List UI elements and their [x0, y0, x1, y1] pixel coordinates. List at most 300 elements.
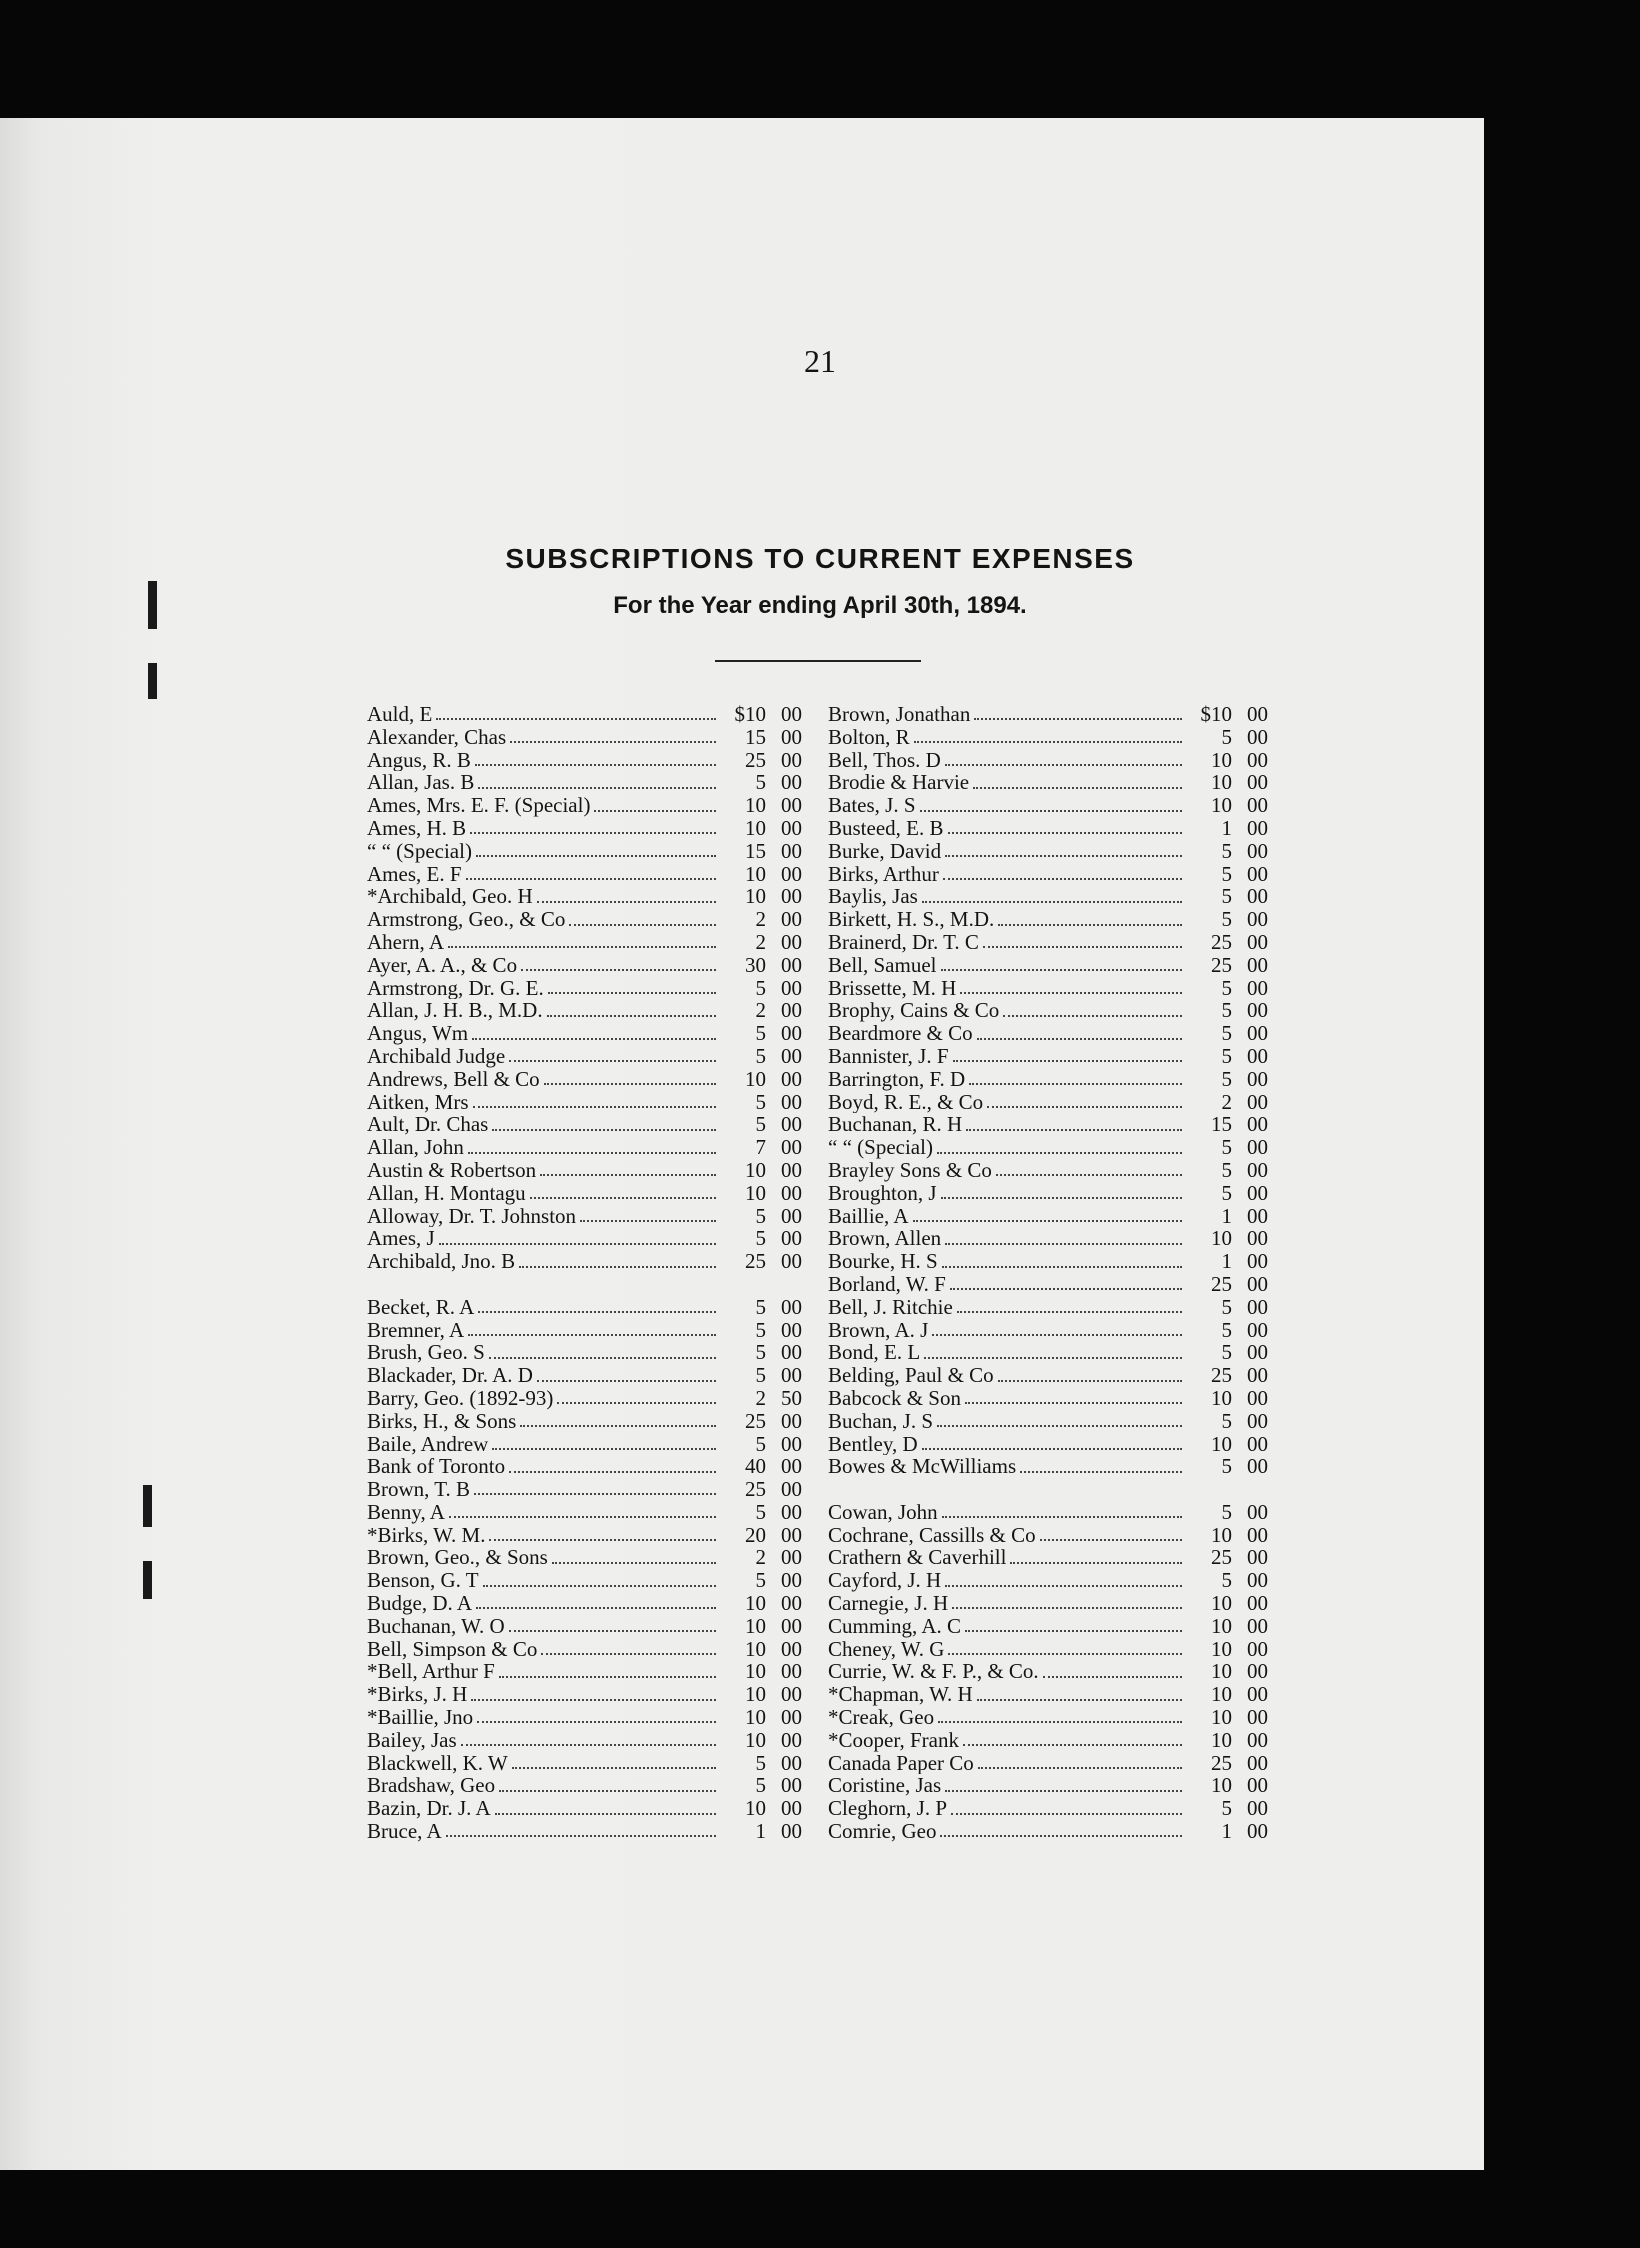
subscriber-name: *Birks, J. H [367, 1683, 468, 1707]
subscriber-name: *Baillie, Jno [367, 1706, 474, 1729]
subscription-amount [720, 840, 802, 863]
subscription-row [828, 1227, 1268, 1250]
subscription-row [828, 1205, 1268, 1228]
amount-cents: 00 [1247, 1706, 1268, 1729]
subscription-amount [720, 749, 802, 772]
subscriber-name: Broughton, J [828, 1181, 937, 1205]
leader-dots [580, 1220, 716, 1222]
amount-cents: 00 [781, 816, 802, 840]
amount-dollars: 5 [1221, 999, 1232, 1023]
amount-dollars: 5 [755, 1774, 766, 1798]
page-title: SUBSCRIPTIONS TO CURRENT EXPENSES [505, 543, 1135, 574]
subscription-row [828, 1592, 1268, 1615]
subscription-row [828, 1068, 1268, 1091]
subscription-row [367, 1478, 802, 1501]
subscriber-name: Bailey, Jas [367, 1728, 457, 1752]
amount-dollars: 5 [1221, 1181, 1232, 1205]
amount-dollars: 10 [1211, 1660, 1232, 1684]
subscriber-name: Barrington, F. D [828, 1067, 966, 1091]
amount-dollars: 5 [755, 1341, 766, 1365]
subscription-row [367, 1638, 802, 1661]
leader-dots [474, 1493, 716, 1495]
leader-dots [977, 1038, 1182, 1040]
subscription-row [367, 1592, 802, 1615]
leader-dots [541, 1653, 716, 1655]
binding-mark [148, 581, 157, 629]
amount-cents: 00 [1247, 1637, 1268, 1661]
amount-dollars: 10 [1211, 1614, 1232, 1638]
amount-cents: 00 [781, 1637, 802, 1661]
subscriptions-right-column [828, 703, 1268, 1843]
amount-cents: 00 [781, 1136, 802, 1159]
amount-cents: 00 [1247, 1569, 1268, 1593]
amount-cents: 00 [781, 771, 802, 795]
amount-dollars: 10 [1211, 794, 1232, 817]
amount-cents: 00 [781, 1614, 802, 1638]
subscription-amount [1186, 1205, 1268, 1228]
subscription-row [828, 1341, 1268, 1364]
amount-dollars: 2 [755, 930, 766, 954]
subscription-row [828, 1250, 1268, 1273]
subscriber-name: Brown, A. J [828, 1318, 929, 1342]
subscriber-name: Birks, H., & Sons [367, 1409, 517, 1433]
subscriber-name: Babcock & Son [828, 1386, 961, 1410]
subscription-amount [720, 1820, 802, 1843]
amount-cents: 00 [781, 703, 802, 726]
leader-dots [998, 1380, 1182, 1382]
subscription-row [367, 1615, 802, 1638]
subscriber-name: Baillie, A [828, 1204, 909, 1228]
leader-dots [951, 1813, 1182, 1815]
subscriber-name: Bolton, R [828, 725, 910, 749]
amount-dollars: 2 [1221, 1090, 1232, 1114]
subscription-row [367, 1113, 802, 1136]
amount-cents: 00 [1247, 1204, 1268, 1228]
amount-cents: 00 [1247, 1432, 1268, 1456]
subscription-amount [720, 1797, 802, 1820]
subscription-amount [1186, 1569, 1268, 1592]
amount-dollars: 10 [745, 794, 766, 817]
leader-dots [1040, 1539, 1182, 1541]
amount-cents: 00 [1247, 885, 1268, 909]
amount-dollars: 1 [1221, 1250, 1232, 1273]
amount-cents: 00 [781, 1728, 802, 1752]
leader-dots [476, 855, 716, 857]
amount-cents: 00 [1247, 1728, 1268, 1752]
subscription-amount [1186, 885, 1268, 908]
subscription-row [367, 840, 802, 863]
amount-dollars: 5 [755, 1295, 766, 1319]
subscription-row [828, 1797, 1268, 1820]
amount-cents: 00 [781, 1158, 802, 1182]
amount-cents: 00 [781, 1751, 802, 1775]
subscription-row [828, 1638, 1268, 1661]
subscription-amount [1186, 1820, 1268, 1843]
leader-dots [509, 1060, 716, 1062]
subscriber-name: Borland, W. F [828, 1272, 946, 1296]
binding-mark [143, 1561, 152, 1599]
leader-dots [941, 969, 1183, 971]
amount-dollars: 5 [1221, 908, 1232, 931]
subscription-row [367, 1752, 802, 1775]
subscriber-name: Angus, R. B [367, 748, 471, 772]
subscription-row [828, 1455, 1268, 1478]
leader-dots [520, 1425, 716, 1427]
leader-dots [439, 1243, 716, 1245]
amount-cents: 00 [1247, 953, 1268, 977]
subscriber-name: Beardmore & Co [828, 1022, 973, 1045]
subscription-row [828, 1319, 1268, 1342]
amount-cents: 00 [1247, 1523, 1268, 1547]
leader-dots [957, 1311, 1182, 1313]
subscriber-name: Bazin, Dr. J. A [367, 1797, 491, 1821]
subscription-amount [720, 1205, 802, 1228]
subscriber-name: Ayer, A. A., & Co [367, 953, 518, 977]
subscriber-name: Brown, Geo., & Sons [367, 1546, 548, 1570]
subscription-row [367, 817, 802, 840]
leader-dots [492, 1448, 716, 1450]
subscription-row [828, 1022, 1268, 1045]
amount-cents: 00 [1247, 976, 1268, 1000]
subscription-amount [1186, 1091, 1268, 1114]
subscription-amount [720, 1250, 802, 1273]
leader-dots [448, 946, 716, 948]
subscriber-name: Bank of Toronto [367, 1455, 506, 1479]
amount-dollars: 5 [1221, 839, 1232, 863]
leader-dots [1043, 1676, 1182, 1678]
subscription-row [367, 1227, 802, 1250]
subscription-row [828, 794, 1268, 817]
subscriber-name: Armstrong, Dr. G. E. [367, 976, 544, 1000]
subscription-row [367, 931, 802, 954]
leader-dots [963, 1744, 1182, 1746]
amount-dollars: 5 [1221, 1409, 1232, 1433]
amount-dollars: 25 [745, 1250, 766, 1273]
subscriber-name: Crathern & Caverhill [828, 1546, 1007, 1570]
amount-dollars: 25 [1211, 1364, 1232, 1387]
subscription-row [828, 1524, 1268, 1547]
subscriber-name: Baylis, Jas [828, 885, 918, 909]
leader-dots [1010, 1562, 1182, 1564]
amount-dollars: 25 [1211, 1272, 1232, 1296]
subscription-amount [720, 1364, 802, 1387]
subscription-row [828, 1615, 1268, 1638]
amount-cents: 00 [1247, 1227, 1268, 1251]
subscriber-name: Cochrane, Cassills & Co [828, 1523, 1036, 1547]
subscription-row [828, 1273, 1268, 1296]
subscription-amount [720, 1660, 802, 1683]
amount-cents: 00 [1247, 1409, 1268, 1433]
subscriber-name: Belding, Paul & Co [828, 1364, 994, 1387]
amount-cents: 00 [1247, 1067, 1268, 1091]
amount-dollars: 7 [755, 1136, 766, 1159]
amount-dollars: 10 [745, 1728, 766, 1752]
subscription-amount [1186, 1546, 1268, 1569]
subscription-row [367, 1250, 802, 1273]
subscription-amount [720, 794, 802, 817]
subscription-row [828, 999, 1268, 1022]
amount-dollars: 10 [745, 1067, 766, 1091]
amount-dollars: 10 [1211, 1523, 1232, 1547]
amount-cents: 00 [1247, 1546, 1268, 1570]
amount-dollars: 5 [755, 1113, 766, 1137]
amount-cents: 00 [1247, 1158, 1268, 1182]
leader-dots [953, 1060, 1183, 1062]
subscription-amount [720, 1524, 802, 1547]
subscription-amount [720, 703, 802, 726]
leader-dots [974, 718, 1182, 720]
amount-dollars: 5 [1221, 1136, 1232, 1159]
subscriber-name: Birkett, H. S., M.D. [828, 908, 995, 931]
amount-cents: 00 [781, 1318, 802, 1342]
amount-dollars: 30 [745, 953, 766, 977]
section-gap [828, 1478, 1268, 1501]
amount-dollars: 5 [1221, 725, 1232, 749]
subscriber-name: Bell, Thos. D [828, 748, 941, 772]
leader-dots [937, 1152, 1182, 1154]
subscription-row [828, 1546, 1268, 1569]
leader-dots [965, 1402, 1182, 1404]
amount-cents: 00 [781, 1364, 802, 1387]
amount-dollars: 5 [755, 1204, 766, 1228]
subscription-row [828, 1706, 1268, 1729]
subscription-amount [1186, 1182, 1268, 1205]
amount-cents: 00 [1247, 930, 1268, 954]
amount-dollars: 10 [1211, 771, 1232, 795]
amount-cents: 00 [781, 1204, 802, 1228]
amount-cents: 00 [1247, 1592, 1268, 1615]
leader-dots [475, 764, 716, 766]
subscription-row [367, 1546, 802, 1569]
leader-dots [913, 1220, 1183, 1222]
subscription-amount [1186, 1797, 1268, 1820]
amount-dollars: 5 [755, 1751, 766, 1775]
amount-cents: 00 [781, 1660, 802, 1684]
subscription-row [367, 1364, 802, 1387]
subscription-amount [720, 863, 802, 886]
subscription-amount [720, 1592, 802, 1615]
subscription-amount [1186, 1273, 1268, 1296]
leader-dots [476, 1607, 716, 1609]
leader-dots [468, 1152, 716, 1154]
subscription-row [828, 1136, 1268, 1159]
amount-cents: 00 [781, 1569, 802, 1593]
amount-dollars: 1 [1221, 816, 1232, 840]
amount-cents: 00 [781, 862, 802, 886]
subscription-amount [1186, 1045, 1268, 1068]
leader-dots [478, 1311, 716, 1313]
subscriber-name: *Chapman, W. H [828, 1683, 973, 1707]
subscriber-name: Benson, G. T [367, 1569, 479, 1593]
subscription-row [828, 1364, 1268, 1387]
subscription-amount [1186, 1752, 1268, 1775]
subscription-amount [720, 977, 802, 1000]
subscriber-name: Buchanan, W. O [367, 1614, 505, 1638]
subscriber-name: Carnegie, J. H [828, 1592, 949, 1615]
subscription-row [367, 1683, 802, 1706]
subscription-row [367, 749, 802, 772]
amount-cents: 00 [781, 1592, 802, 1615]
subscription-amount [720, 1091, 802, 1114]
subscription-amount [1186, 1068, 1268, 1091]
amount-cents: 00 [1247, 1364, 1268, 1387]
leader-dots [521, 969, 716, 971]
amount-cents: 00 [1247, 1318, 1268, 1342]
document-page [0, 118, 1484, 2170]
subscriber-name: Brown, T. B [367, 1478, 471, 1501]
amount-dollars: 2 [755, 999, 766, 1023]
subscriber-name: Canada Paper Co [828, 1751, 974, 1775]
subscription-amount [1186, 908, 1268, 931]
subscription-row [828, 749, 1268, 772]
amount-dollars: 40 [745, 1455, 766, 1479]
subscription-amount [1186, 1524, 1268, 1547]
leader-dots [499, 1790, 716, 1792]
subscriber-name: Bentley, D [828, 1432, 918, 1456]
leader-dots [470, 832, 716, 834]
leader-dots [945, 855, 1182, 857]
amount-dollars: 10 [745, 1158, 766, 1182]
amount-cents: 00 [1247, 1181, 1268, 1205]
leader-dots [519, 1266, 716, 1268]
leader-dots [969, 1083, 1182, 1085]
subscriber-name: Busteed, E. B [828, 816, 944, 840]
subscriber-name: Baile, Andrew [367, 1432, 489, 1456]
subscription-row [367, 885, 802, 908]
leader-dots [499, 1676, 716, 1678]
subscription-row [367, 1524, 802, 1547]
leader-dots [537, 1380, 716, 1382]
amount-cents: 00 [1247, 816, 1268, 840]
leader-dots [472, 1038, 716, 1040]
subscription-amount [720, 999, 802, 1022]
amount-cents: 00 [781, 1523, 802, 1547]
leader-dots [940, 1835, 1182, 1837]
leader-dots [960, 992, 1182, 994]
subscriptions-left-column [367, 703, 802, 1843]
subscription-row [828, 863, 1268, 886]
subscription-amount [1186, 977, 1268, 1000]
subscription-amount [1186, 1410, 1268, 1433]
binding-mark [148, 663, 157, 699]
subscriber-name: Andrews, Bell & Co [367, 1067, 540, 1091]
page-subtitle: For the Year ending April 30th, 1894. [613, 592, 1027, 619]
amount-cents: 00 [781, 1227, 802, 1251]
amount-dollars: 5 [755, 1044, 766, 1068]
leader-dots [510, 741, 716, 743]
subscription-amount [1186, 1022, 1268, 1045]
subscriber-name: Cowan, John [828, 1500, 938, 1524]
leader-dots [530, 1197, 716, 1199]
subscriber-name: Bond, E. L [828, 1341, 921, 1365]
subscription-row [367, 1455, 802, 1478]
amount-cents: 00 [781, 1820, 802, 1843]
amount-dollars: $10 [1200, 703, 1232, 726]
amount-dollars: 5 [1221, 1318, 1232, 1342]
subscription-row [828, 1410, 1268, 1433]
subscriber-name: Boyd, R. E., & Co [828, 1090, 984, 1114]
subscription-row [828, 771, 1268, 794]
subscriber-name: Auld, E [367, 703, 433, 726]
subscriber-name: *Cooper, Frank [828, 1728, 959, 1752]
subscription-amount [1186, 999, 1268, 1022]
amount-dollars: 10 [745, 885, 766, 909]
subscription-amount [1186, 1706, 1268, 1729]
leader-dots [495, 1813, 716, 1815]
subscription-row [367, 703, 802, 726]
amount-cents: 00 [1247, 771, 1268, 795]
subscriber-name: Aitken, Mrs [367, 1090, 469, 1114]
leader-dots [471, 1699, 716, 1701]
subscription-amount [720, 771, 802, 794]
amount-dollars: 2 [755, 1386, 766, 1410]
amount-dollars: 25 [1211, 1751, 1232, 1775]
subscription-amount [720, 1113, 802, 1136]
leader-dots [966, 1129, 1182, 1131]
subscription-amount [1186, 703, 1268, 726]
leader-dots [942, 1266, 1182, 1268]
subscription-amount [1186, 1592, 1268, 1615]
leader-dots [965, 1630, 1182, 1632]
subscription-row [828, 1113, 1268, 1136]
subscription-row [367, 1136, 802, 1159]
amount-dollars: 2 [755, 908, 766, 931]
amount-cents: 00 [1247, 1341, 1268, 1365]
amount-dollars: 10 [1211, 1637, 1232, 1661]
subscriber-name: Ault, Dr. Chas [367, 1113, 489, 1137]
amount-dollars: 10 [745, 1706, 766, 1729]
subscription-amount [720, 726, 802, 749]
leader-dots [512, 1767, 716, 1769]
subscriber-name: Coristine, Jas [828, 1774, 942, 1798]
subscription-row [828, 885, 1268, 908]
subscription-row [367, 1729, 802, 1752]
amount-cents: 00 [1247, 1272, 1268, 1296]
amount-cents: 00 [781, 1546, 802, 1570]
amount-dollars: 10 [745, 1660, 766, 1684]
amount-cents: 50 [781, 1386, 802, 1410]
subscription-row [828, 1729, 1268, 1752]
subscription-row [828, 1091, 1268, 1114]
amount-cents: 00 [1247, 748, 1268, 772]
leader-dots [998, 924, 1182, 926]
subscription-amount [1186, 1136, 1268, 1159]
amount-cents: 00 [1247, 1295, 1268, 1319]
subscriber-name: Allan, John [367, 1136, 464, 1159]
subscriber-name: Brodie & Harvie [828, 771, 970, 795]
amount-dollars: 10 [1211, 1386, 1232, 1410]
leader-dots [942, 1516, 1182, 1518]
leader-dots [461, 1744, 716, 1746]
amount-cents: 00 [781, 1683, 802, 1707]
amount-dollars: 25 [745, 748, 766, 772]
binding-mark [143, 1485, 152, 1527]
subscription-amount [1186, 1660, 1268, 1683]
amount-cents: 00 [781, 794, 802, 817]
subscription-row [828, 931, 1268, 954]
subscriber-name: Brissette, M. H [828, 976, 957, 1000]
subscription-row [828, 977, 1268, 1000]
amount-cents: 00 [781, 1341, 802, 1365]
subscriber-name: Buchanan, R. H [828, 1113, 963, 1137]
leader-dots [987, 1106, 1182, 1108]
subscription-row [828, 1660, 1268, 1683]
subscriber-name: Cheney, W. G [828, 1637, 945, 1661]
subscription-amount [1186, 1319, 1268, 1342]
amount-dollars: 5 [1221, 1455, 1232, 1479]
subscription-row [828, 1387, 1268, 1410]
subscription-row [828, 1501, 1268, 1524]
